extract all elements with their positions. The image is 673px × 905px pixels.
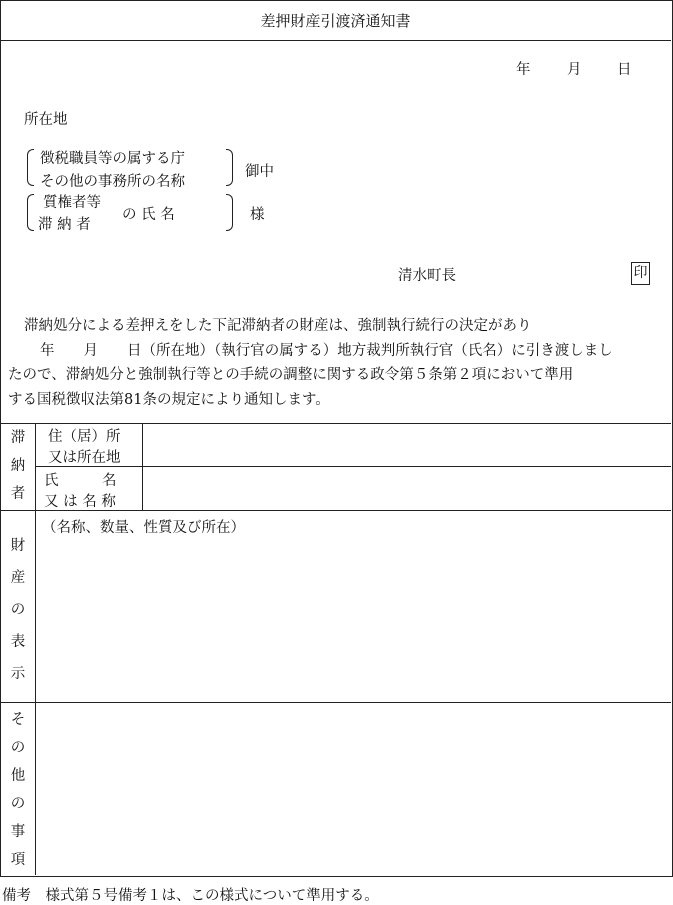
name-field-line-2: 又 は 名 称: [44, 494, 116, 510]
form-title: 差押財産引渡済通知書: [260, 12, 411, 30]
other-matters-vertical-label: そ の 他 の 事 項: [10, 712, 26, 868]
taxpayer-label: 滞 納 者: [38, 217, 91, 233]
property-vertical-label: 財 産 の 表 示: [10, 538, 26, 682]
body-line-4: する国税徴収法第81条の規定により通知します。: [8, 391, 330, 408]
body-line-2: 年 月 日（所在地）（執行官の属する）地方裁判所執行官（氏名）に引き渡しまし: [40, 342, 613, 359]
other-matters-value-cell[interactable]: [37, 704, 670, 874]
seal-stamp: 印: [631, 262, 650, 285]
right-bracket: [226, 149, 233, 186]
body-line-3: たので、滞納処分と強制執行等との手続の調整に関する政令第５条第２項において準用: [8, 367, 574, 383]
date-year-label: 年: [516, 62, 531, 78]
field-column-divider: [142, 423, 143, 510]
office-line-1: 徴税職員等の属する庁: [40, 151, 185, 167]
pledgee-label: 質権者等: [43, 195, 101, 211]
date-day-label: 日: [617, 62, 632, 78]
onchu-label: 御中: [245, 164, 274, 180]
date-month-label: 月: [567, 62, 582, 78]
name-field-line-1: 氏 名: [44, 473, 117, 489]
address-field-line-1: 住（居）所: [48, 429, 121, 445]
address-field-line-2: 又は所在地: [48, 450, 121, 466]
name-label: の 氏 名: [122, 207, 175, 223]
address-value-cell[interactable]: [144, 424, 670, 466]
name-value-cell[interactable]: [144, 467, 670, 509]
label-column-divider: [35, 423, 36, 875]
sama-label: 様: [250, 207, 265, 223]
property-value-cell[interactable]: [37, 540, 670, 700]
body-line-1: 滞納処分による差押えをした下記滞納者の財産は、強制執行続行の決定があり: [24, 318, 532, 334]
taxpayer-vertical-label: 滞 納 者: [10, 430, 26, 502]
left-bracket: [27, 194, 34, 231]
title-divider: [0, 40, 671, 41]
left-bracket: [27, 149, 34, 186]
address-label: 所在地: [24, 112, 68, 128]
footnote: 備考 様式第５号備考１は、この様式について準用する。: [2, 888, 379, 904]
notice-body: [8, 314, 664, 412]
row-divider: [0, 702, 671, 703]
right-bracket: [226, 194, 233, 231]
office-line-2: その他の事務所の名称: [40, 174, 185, 190]
property-hint: （名称、数量、性質及び所在）: [42, 520, 245, 536]
sender-name: 清水町長: [398, 268, 456, 284]
